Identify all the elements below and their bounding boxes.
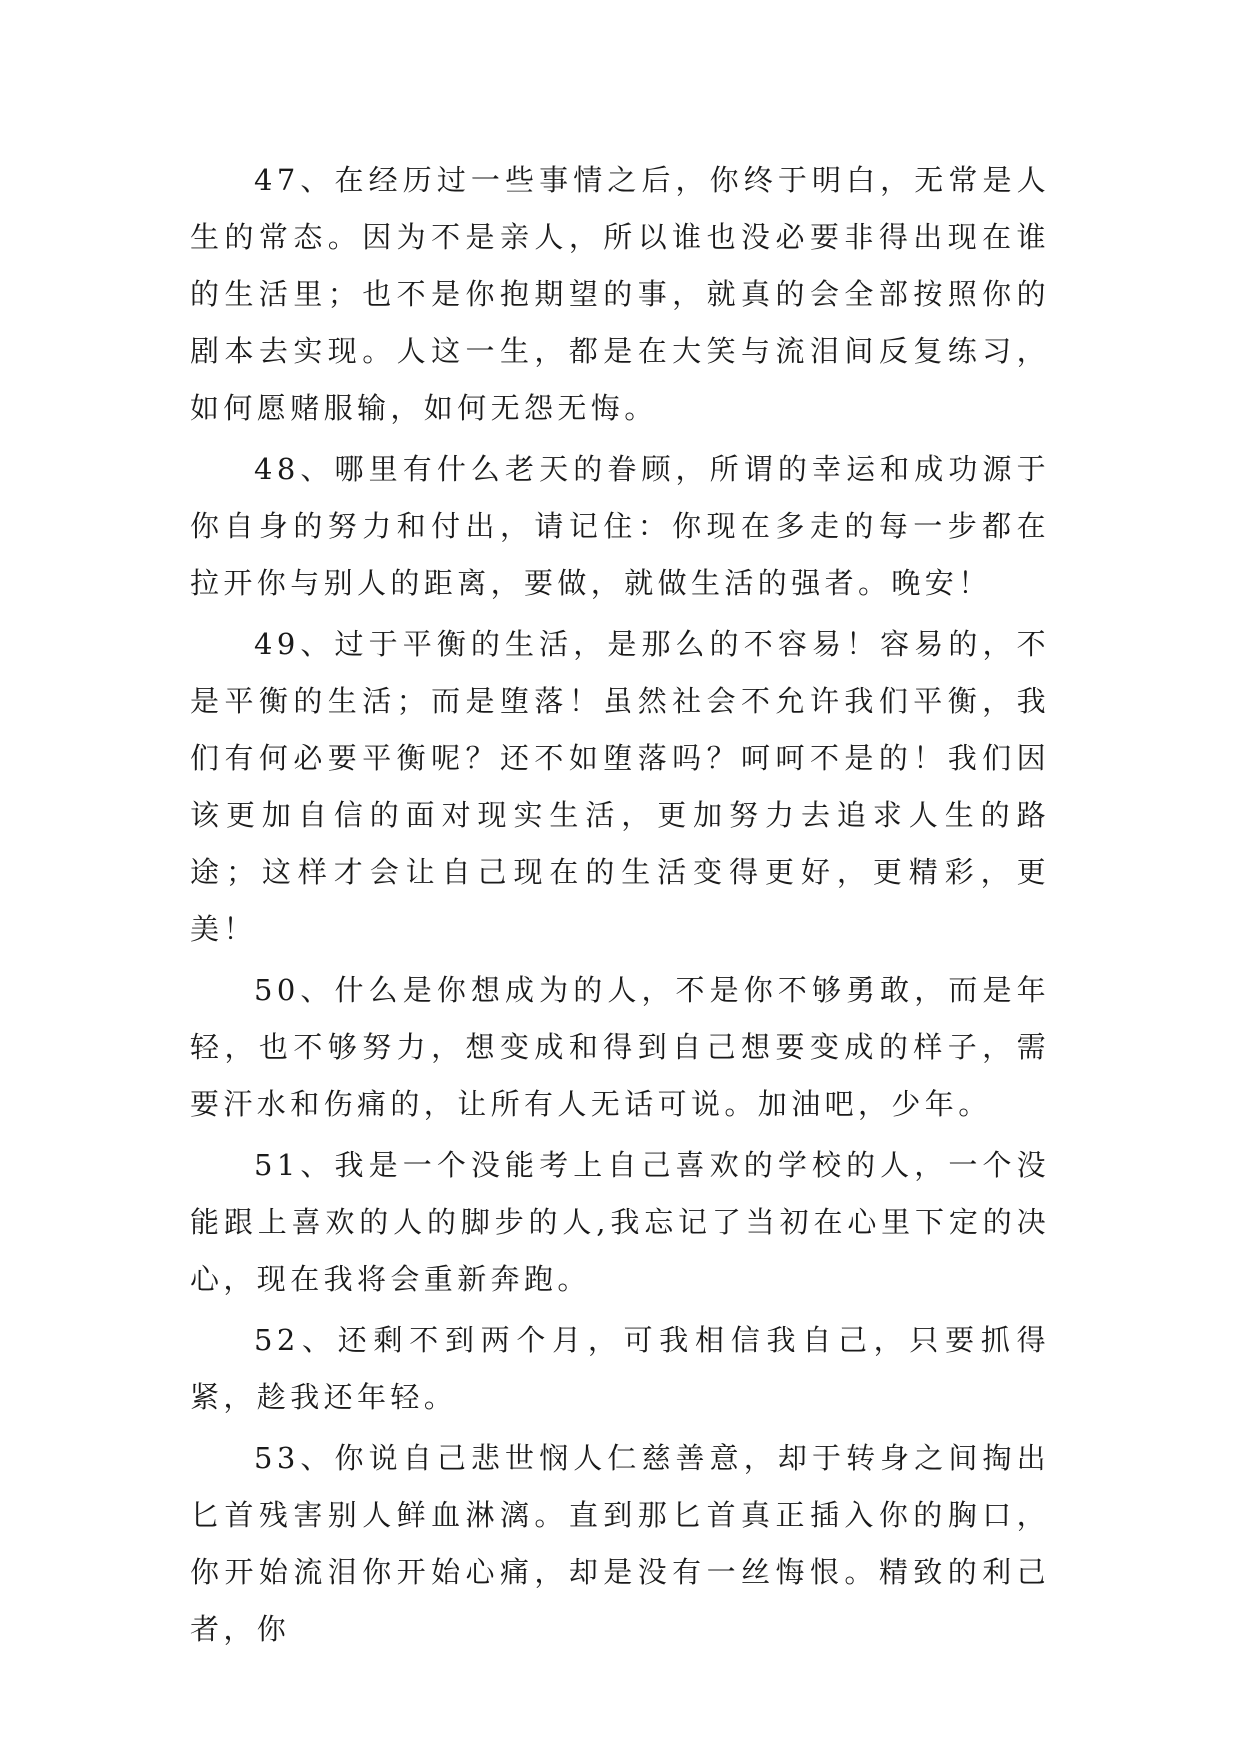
paragraph-47: 47、在经历过一些事情之后，你终于明白，无常是人生的常态。因为不是亲人，所以谁也没必要非得出现在谁的生活里；也不是你抱期望的事，就真的会全部按照你的剧本去实现。人这一生，都是在大笑与流泪间反复练习，如何愿赌服输，如何无怨无悔。	[190, 163, 1050, 425]
paragraph-49: 49、过于平衡的生活，是那么的不容易！容易的，不是平衡的生活；而是堕落！虽然社会不允许我们平衡，我们有何必要平衡呢？还不如堕落吗？呵呵不是的！我们因该更加自信的面对现实生活，更加努力去追求人生的路途；这样才会让自己现在的生活变得更好，更精彩，更美！	[190, 627, 1050, 946]
paragraph-48: 48、哪里有什么老天的眷顾，所谓的幸运和成功源于你自身的努力和付出，请记住：你现在多走的每一步都在拉开你与别人的距离，要做，就做生活的强者。晚安！	[190, 452, 1050, 600]
paragraph-53: 53、你说自己悲世悯人仁慈善意，却于转身之间掏出匕首残害别人鲜血淋漓。直到那匕首真正插入你的胸口，你开始流泪你开始心痛，却是没有一丝悔恨。精致的利己者，你	[190, 1441, 1050, 1646]
paragraph-52: 52、还剩不到两个月，可我相信我自己，只要抓得紧，趁我还年轻。	[190, 1323, 1050, 1414]
paragraph-51: 51、我是一个没能考上自己喜欢的学校的人，一个没能跟上喜欢的人的脚步的人,我忘记了当初在心里下定的决心，现在我将会重新奔跑。	[190, 1148, 1050, 1296]
paragraph-50: 50、什么是你想成为的人，不是你不够勇敢，而是年轻，也不够努力，想变成和得到自己想要变成的样子，需要汗水和伤痛的，让所有人无话可说。加油吧，少年。	[190, 973, 1050, 1121]
document-page	[190, 152, 1050, 1662]
